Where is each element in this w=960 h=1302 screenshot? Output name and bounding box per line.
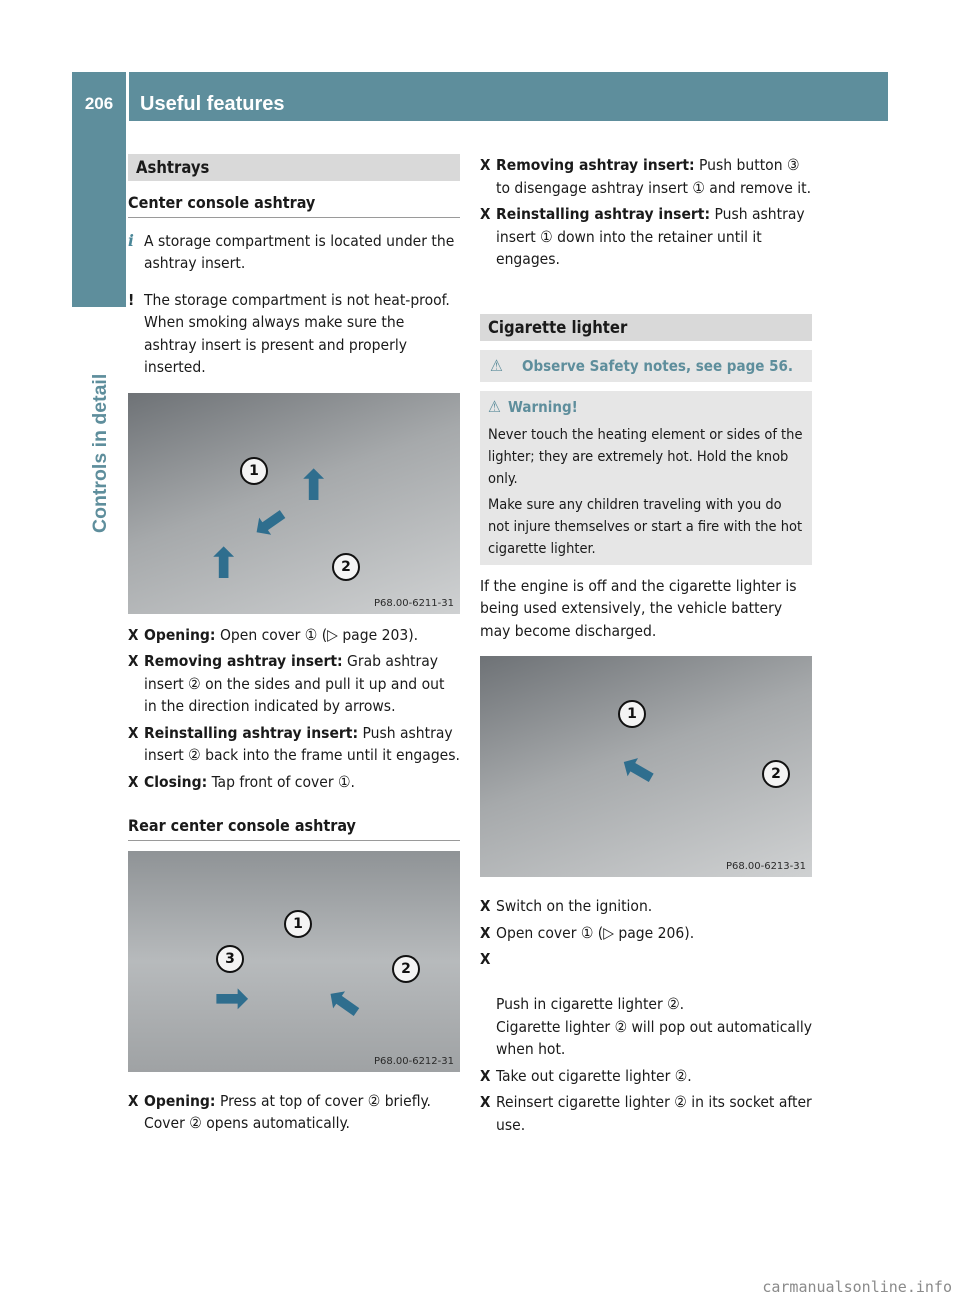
step-x-icon: X (480, 923, 491, 942)
step-text: Tap front of cover ①. (211, 772, 355, 791)
arrow-push-icon: ➡ (609, 741, 665, 802)
safety-notice-head (480, 350, 812, 383)
warning-triangle-icon: ⚠ (488, 397, 501, 416)
side-tab-marker (72, 121, 126, 307)
info-note-text: A storage compartment is located under the ashtray insert. (144, 231, 455, 272)
step-text: Open cover ① (▷ page 206). (496, 923, 695, 942)
safety-notice (480, 350, 812, 383)
step-text: Push ashtray insert ② back into the frame until it engages. (144, 723, 460, 764)
callout-1: 1 (240, 457, 268, 485)
warning-body (480, 424, 812, 565)
arrow-up-icon: ⬆ (206, 538, 242, 588)
right-column (480, 154, 812, 1136)
warning-paragraph: Make sure any children traveling with you do not injure themselves or start a fire with the hot cigarette lighter. (488, 496, 803, 557)
step-item (480, 154, 812, 199)
caution-note-text: The storage compartment is not heat-proof. When smoking always make sure the ashtray insert is present and properly inserted. (144, 290, 450, 376)
step-x-icon: X (480, 156, 491, 174)
callout-2: 2 (392, 955, 420, 983)
warning-title: Warning! (508, 398, 578, 416)
info-note (128, 230, 460, 275)
callout-3: 3 (216, 945, 244, 973)
step-text: Take out cigarette lighter ②. (496, 1066, 692, 1085)
info-icon: i (128, 230, 134, 250)
photo-rear-console-ashtray (128, 851, 460, 1072)
arrow-push-icon: ➡ (314, 973, 372, 1035)
subheading-rear-console: Rear center console ashtray (128, 815, 460, 841)
step-label: Opening: (144, 625, 216, 644)
step-item (480, 895, 812, 918)
side-tab-label: Controls in detail (89, 373, 111, 533)
photo-code: P68.00-6213-31 (725, 861, 806, 872)
step-text: Reinsert cigarette lighter ② in its socket after use. (496, 1093, 812, 1134)
arrow-up-icon: ⬆ (296, 460, 332, 510)
step-text: Push button ③ to disengage ashtray insert ① and remove it. (496, 156, 812, 197)
page-header (72, 72, 888, 121)
step-x-icon: X (480, 897, 491, 915)
step-x-icon: X (128, 772, 139, 791)
step-x-icon: X (128, 1091, 139, 1110)
step-x-icon: X (480, 950, 491, 968)
photo-code: P68.00-6212-31 (373, 1055, 454, 1067)
step-text: Press at top of cover ② briefly. Cover ② opens automatically. (144, 1091, 431, 1132)
left-column (128, 154, 460, 1135)
step-text: Grab ashtray insert ② on the sides and pull it up and out in the direction indicated by arrows. (144, 652, 445, 715)
header-divider (126, 72, 129, 121)
body-paragraph: If the engine is off and the cigarette lighter is being used extensively, the vehicle battery may become discharged. (480, 576, 797, 640)
watermark: carmanualsonline.info (762, 1277, 952, 1296)
step-label: Reinstalling ashtray insert: (496, 205, 711, 223)
step-text: Open cover ① (▷ page 203). (219, 625, 419, 644)
callout-1: 1 (284, 910, 312, 938)
callout-2: 2 (762, 760, 790, 788)
photo-center-console-ashtray (128, 393, 460, 614)
step-x-icon: X (128, 723, 139, 742)
step-text: Push ashtray insert ① down into the retainer until it engages. (496, 205, 805, 268)
step-x-icon: X (480, 1066, 491, 1085)
section-title-cigarette-lighter: Cigarette lighter (480, 314, 812, 341)
step-item (128, 624, 460, 647)
photo-cigarette-lighter (480, 656, 812, 877)
page-number: 206 (84, 94, 114, 113)
step-label: Opening: (144, 1091, 216, 1110)
warning-head (480, 391, 812, 424)
subheading-center-console: Center console ashtray (128, 192, 460, 218)
steps-center-console (128, 624, 460, 794)
arrow-push-icon: ➡ (214, 972, 250, 1022)
step-x-icon: X (480, 205, 491, 223)
step-text: Switch on the ignition. (496, 897, 653, 915)
step-label: Removing ashtray insert: (144, 652, 343, 670)
step-item (128, 650, 460, 718)
arrow-push-icon: ⬅ (240, 490, 298, 552)
steps-cigarette-lighter (480, 895, 812, 1136)
step-item (128, 1090, 460, 1135)
step-item (480, 203, 812, 271)
step-text: Push in cigarette lighter ②. Cigarette lighter ② will pop out automatically when hot. (496, 995, 812, 1058)
safety-notice-text: Observe Safety notes, see page 56. (522, 356, 793, 375)
warning-paragraph: Never touch the heating element or sides of the lighter; they are extremely hot. Hold the knob only. (488, 426, 803, 487)
step-item (480, 922, 812, 945)
step-label: Closing: (144, 772, 208, 791)
warning-triangle-icon: ⚠ (490, 355, 503, 375)
step-item (480, 948, 812, 1061)
step-item (128, 722, 460, 767)
caution-note (128, 289, 460, 379)
callout-2: 2 (332, 553, 360, 581)
chapter-title: Useful features (140, 93, 285, 115)
warning-box (480, 391, 812, 565)
section-title-ashtrays: Ashtrays (128, 154, 460, 181)
step-x-icon: X (128, 625, 139, 644)
callout-1: 1 (618, 700, 646, 728)
step-item (128, 771, 460, 794)
step-x-icon: X (128, 652, 139, 670)
caution-icon: ! (128, 290, 135, 309)
steps-rear-console (128, 1090, 460, 1135)
step-label: Reinstalling ashtray insert: (144, 723, 359, 742)
photo-code: P68.00-6211-31 (373, 597, 454, 609)
step-item (480, 1091, 812, 1136)
step-item (480, 1065, 812, 1088)
step-x-icon: X (480, 1093, 491, 1111)
step-label: Removing ashtray insert: (496, 156, 695, 174)
steps-rear-insert (480, 154, 812, 271)
